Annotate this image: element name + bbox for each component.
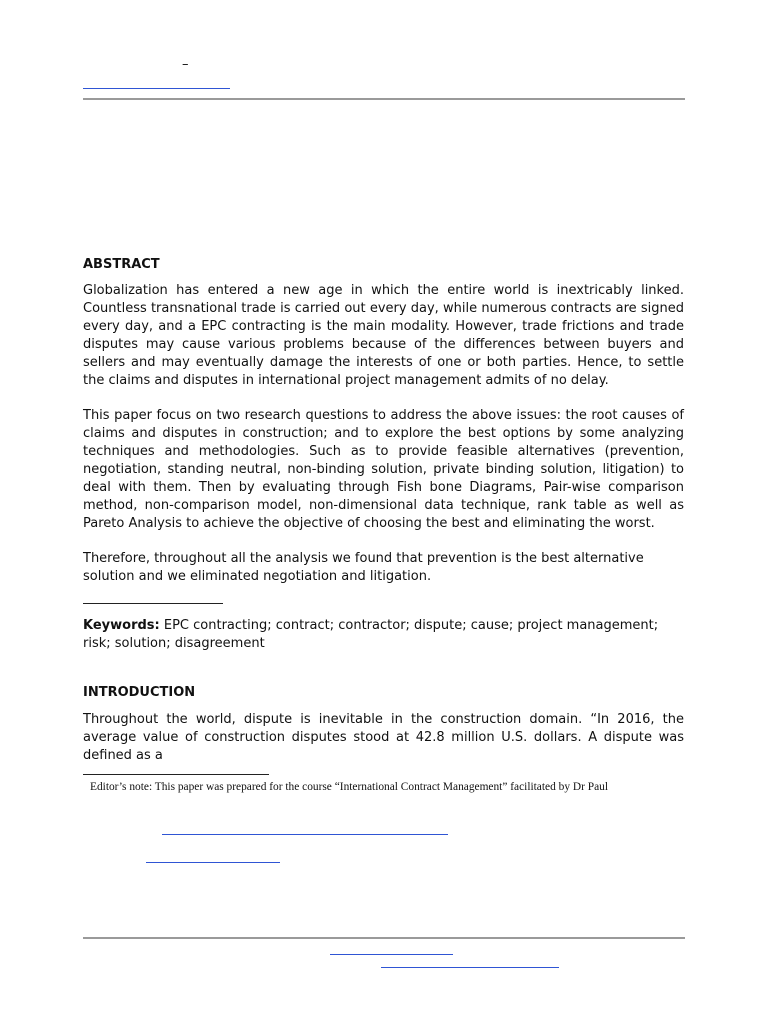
- introduction-heading: INTRODUCTION: [83, 685, 196, 700]
- keywords-text: EPC contracting; contract; contractor; dispute; cause; project management; risk; solution; disagreement: [83, 618, 659, 651]
- footnote-link-underline-2[interactable]: [146, 862, 280, 863]
- footer-link-underline-1[interactable]: [330, 954, 453, 955]
- footnote-separator: [83, 774, 269, 775]
- abstract-paragraph-2: This paper focus on two research questions to address the above issues: the root causes of claims and disputes in construction; and to explore the best options by some analyzing techniques and methodologies. Such as to provide feasible alternatives (prevention, negotiation, standing neutral, non-binding solution, private binding solution, litigation) to deal with them. Then by evaluating through Fish bone Diagrams, Pair-wise comparison method, non-comparison model, non-dimensional data technique, rank table as well as Pareto Analysis to achieve the objective of choosing the best and eliminating the worst.: [83, 408, 684, 531]
- header-rule: [83, 98, 685, 100]
- footnote-link-underline-1[interactable]: [162, 834, 448, 835]
- abstract-paragraph-3: Therefore, throughout all the analysis we found that prevention is the best alternative solution and we eliminated negotiation and litigation.: [83, 551, 644, 584]
- abstract-heading: ABSTRACT: [83, 257, 160, 272]
- introduction-paragraph: Throughout the world, dispute is inevitable in the construction domain. “In 2016, the average value of construction disputes stood at 42.8 million U.S. dollars. A dispute was defined as a: [83, 712, 684, 763]
- footer-link-underline-2[interactable]: [381, 967, 559, 968]
- header-dash: –: [182, 57, 189, 72]
- footnote-text: Editor’s note: This paper was prepared for the course “International Contract Management” facilitated by Dr Paul: [90, 781, 608, 793]
- abstract-paragraph-1: Globalization has entered a new age in which the entire world is inextricably linked. Countless transnational trade is carried out every day, while numerous contracts are signed every day, and a EPC contracting is the main modality. However, trade frictions and trade disputes may cause various problems because of the differences between buyers and sellers and may eventually damage the interests of one or both parties. Hence, to settle the claims and disputes in international project management admits of no delay.: [83, 283, 684, 388]
- header-link-underline[interactable]: [83, 88, 230, 89]
- keywords-label: Keywords:: [83, 618, 160, 633]
- keywords-separator: [83, 603, 223, 604]
- footer-rule: [83, 937, 685, 939]
- keywords: [83, 617, 684, 653]
